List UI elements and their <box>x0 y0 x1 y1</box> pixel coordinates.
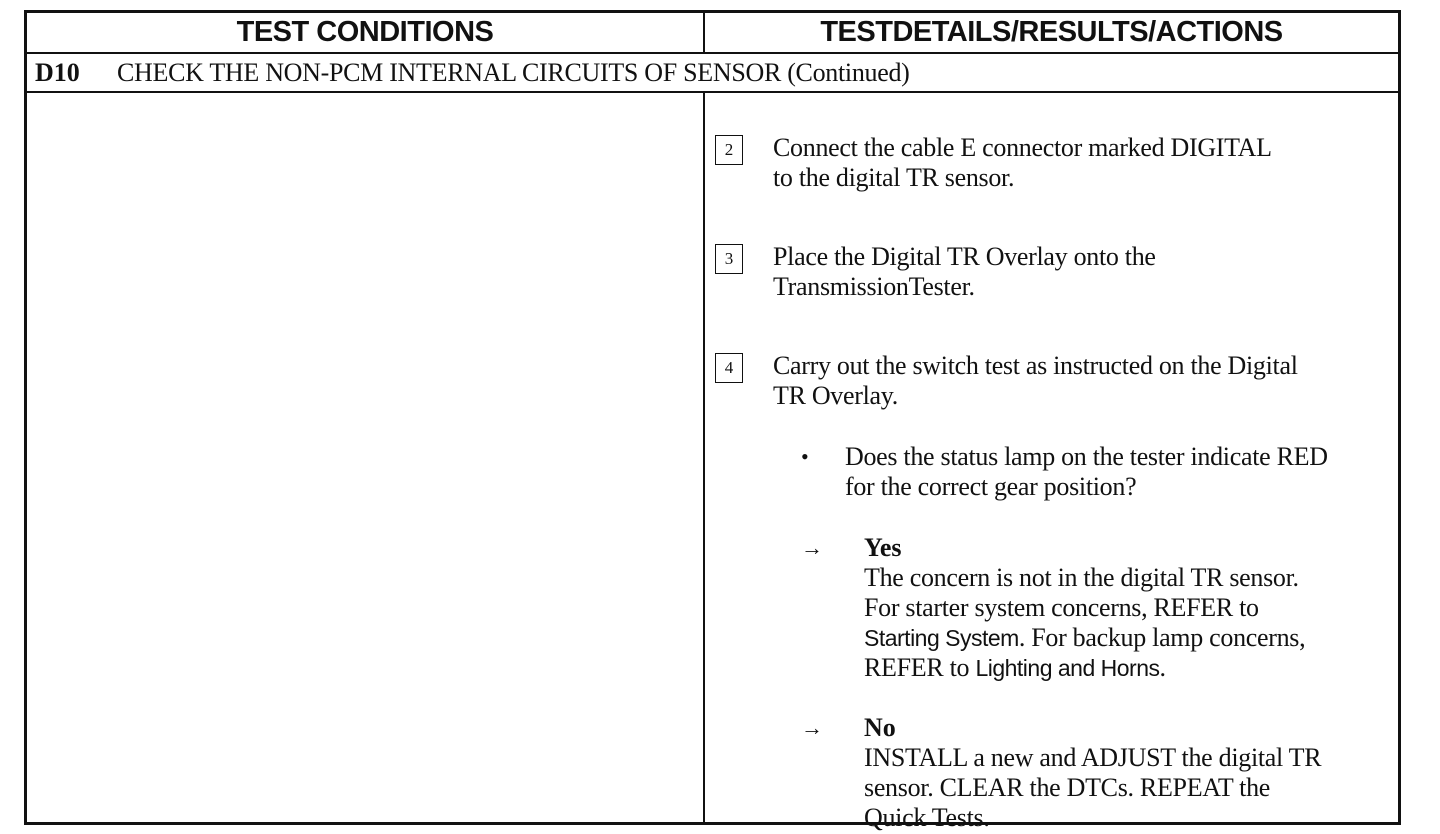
answer-line-prefix: REFER to <box>864 653 976 682</box>
step-text-line: TR Overlay. <box>773 381 898 410</box>
step-title: CHECK THE NON-PCM INTERNAL CIRCUITS OF SENSOR (Continued) <box>117 57 910 87</box>
diagnostic-table <box>24 10 1401 832</box>
column-divider-bottom <box>703 93 705 822</box>
header-test-conditions: TEST CONDITIONS <box>236 16 494 48</box>
reference-lighting-and-horns: Lighting and Horns <box>975 655 1160 681</box>
answer-body-yes <box>864 563 1424 683</box>
answer-label-yes: Yes <box>864 533 902 562</box>
step-number-box: 2 <box>715 135 743 165</box>
answer-line: For starter system concerns, REFER to <box>864 593 1259 622</box>
step-number-box: 3 <box>715 244 743 274</box>
answer-line: The concern is not in the digital TR sensor. <box>864 563 1299 592</box>
answer-line <box>864 623 1424 653</box>
arrow-right-icon: → <box>801 535 823 560</box>
answer-line-rest: . For backup lamp concerns, <box>1018 623 1306 652</box>
reference-starting-system: Starting System <box>864 625 1019 651</box>
answer-body-no <box>864 743 1424 833</box>
column-divider-top <box>703 13 705 54</box>
step-text-line: TransmissionTester. <box>773 272 975 301</box>
step-id: D10 <box>35 57 80 87</box>
step-title-row <box>27 54 1398 93</box>
step-text-line: Connect the cable E connector marked DIGITAL <box>773 133 1272 162</box>
step-text-line: to the digital TR sensor. <box>773 163 1015 192</box>
arrow-right-icon: → <box>801 715 823 740</box>
answer-line-end: . <box>1159 653 1166 682</box>
answer-line: INSTALL a new and ADJUST the digital TR <box>864 743 1322 772</box>
step-text <box>773 133 1403 193</box>
header-test-details: TESTDETAILS/RESULTS/ACTIONS <box>820 16 1283 48</box>
answer-label-no: No <box>864 713 896 742</box>
step-text-line: Carry out the switch test as instructed on the Digital <box>773 351 1298 380</box>
answer-line: Quick Tests. <box>864 803 990 832</box>
step-text <box>773 242 1403 302</box>
answer-line: sensor. CLEAR the DTCs. REPEAT the <box>864 773 1271 802</box>
answer-line <box>864 653 1424 683</box>
bullet-icon: • <box>801 444 809 469</box>
question-text <box>845 442 1415 502</box>
table-header-row <box>27 13 1398 54</box>
step-number-box: 4 <box>715 353 743 383</box>
question-line: Does the status lamp on the tester indicate RED <box>845 442 1328 471</box>
step-text-line: Place the Digital TR Overlay onto the <box>773 242 1156 271</box>
step-text <box>773 351 1403 411</box>
question-line: for the correct gear position? <box>845 472 1137 501</box>
